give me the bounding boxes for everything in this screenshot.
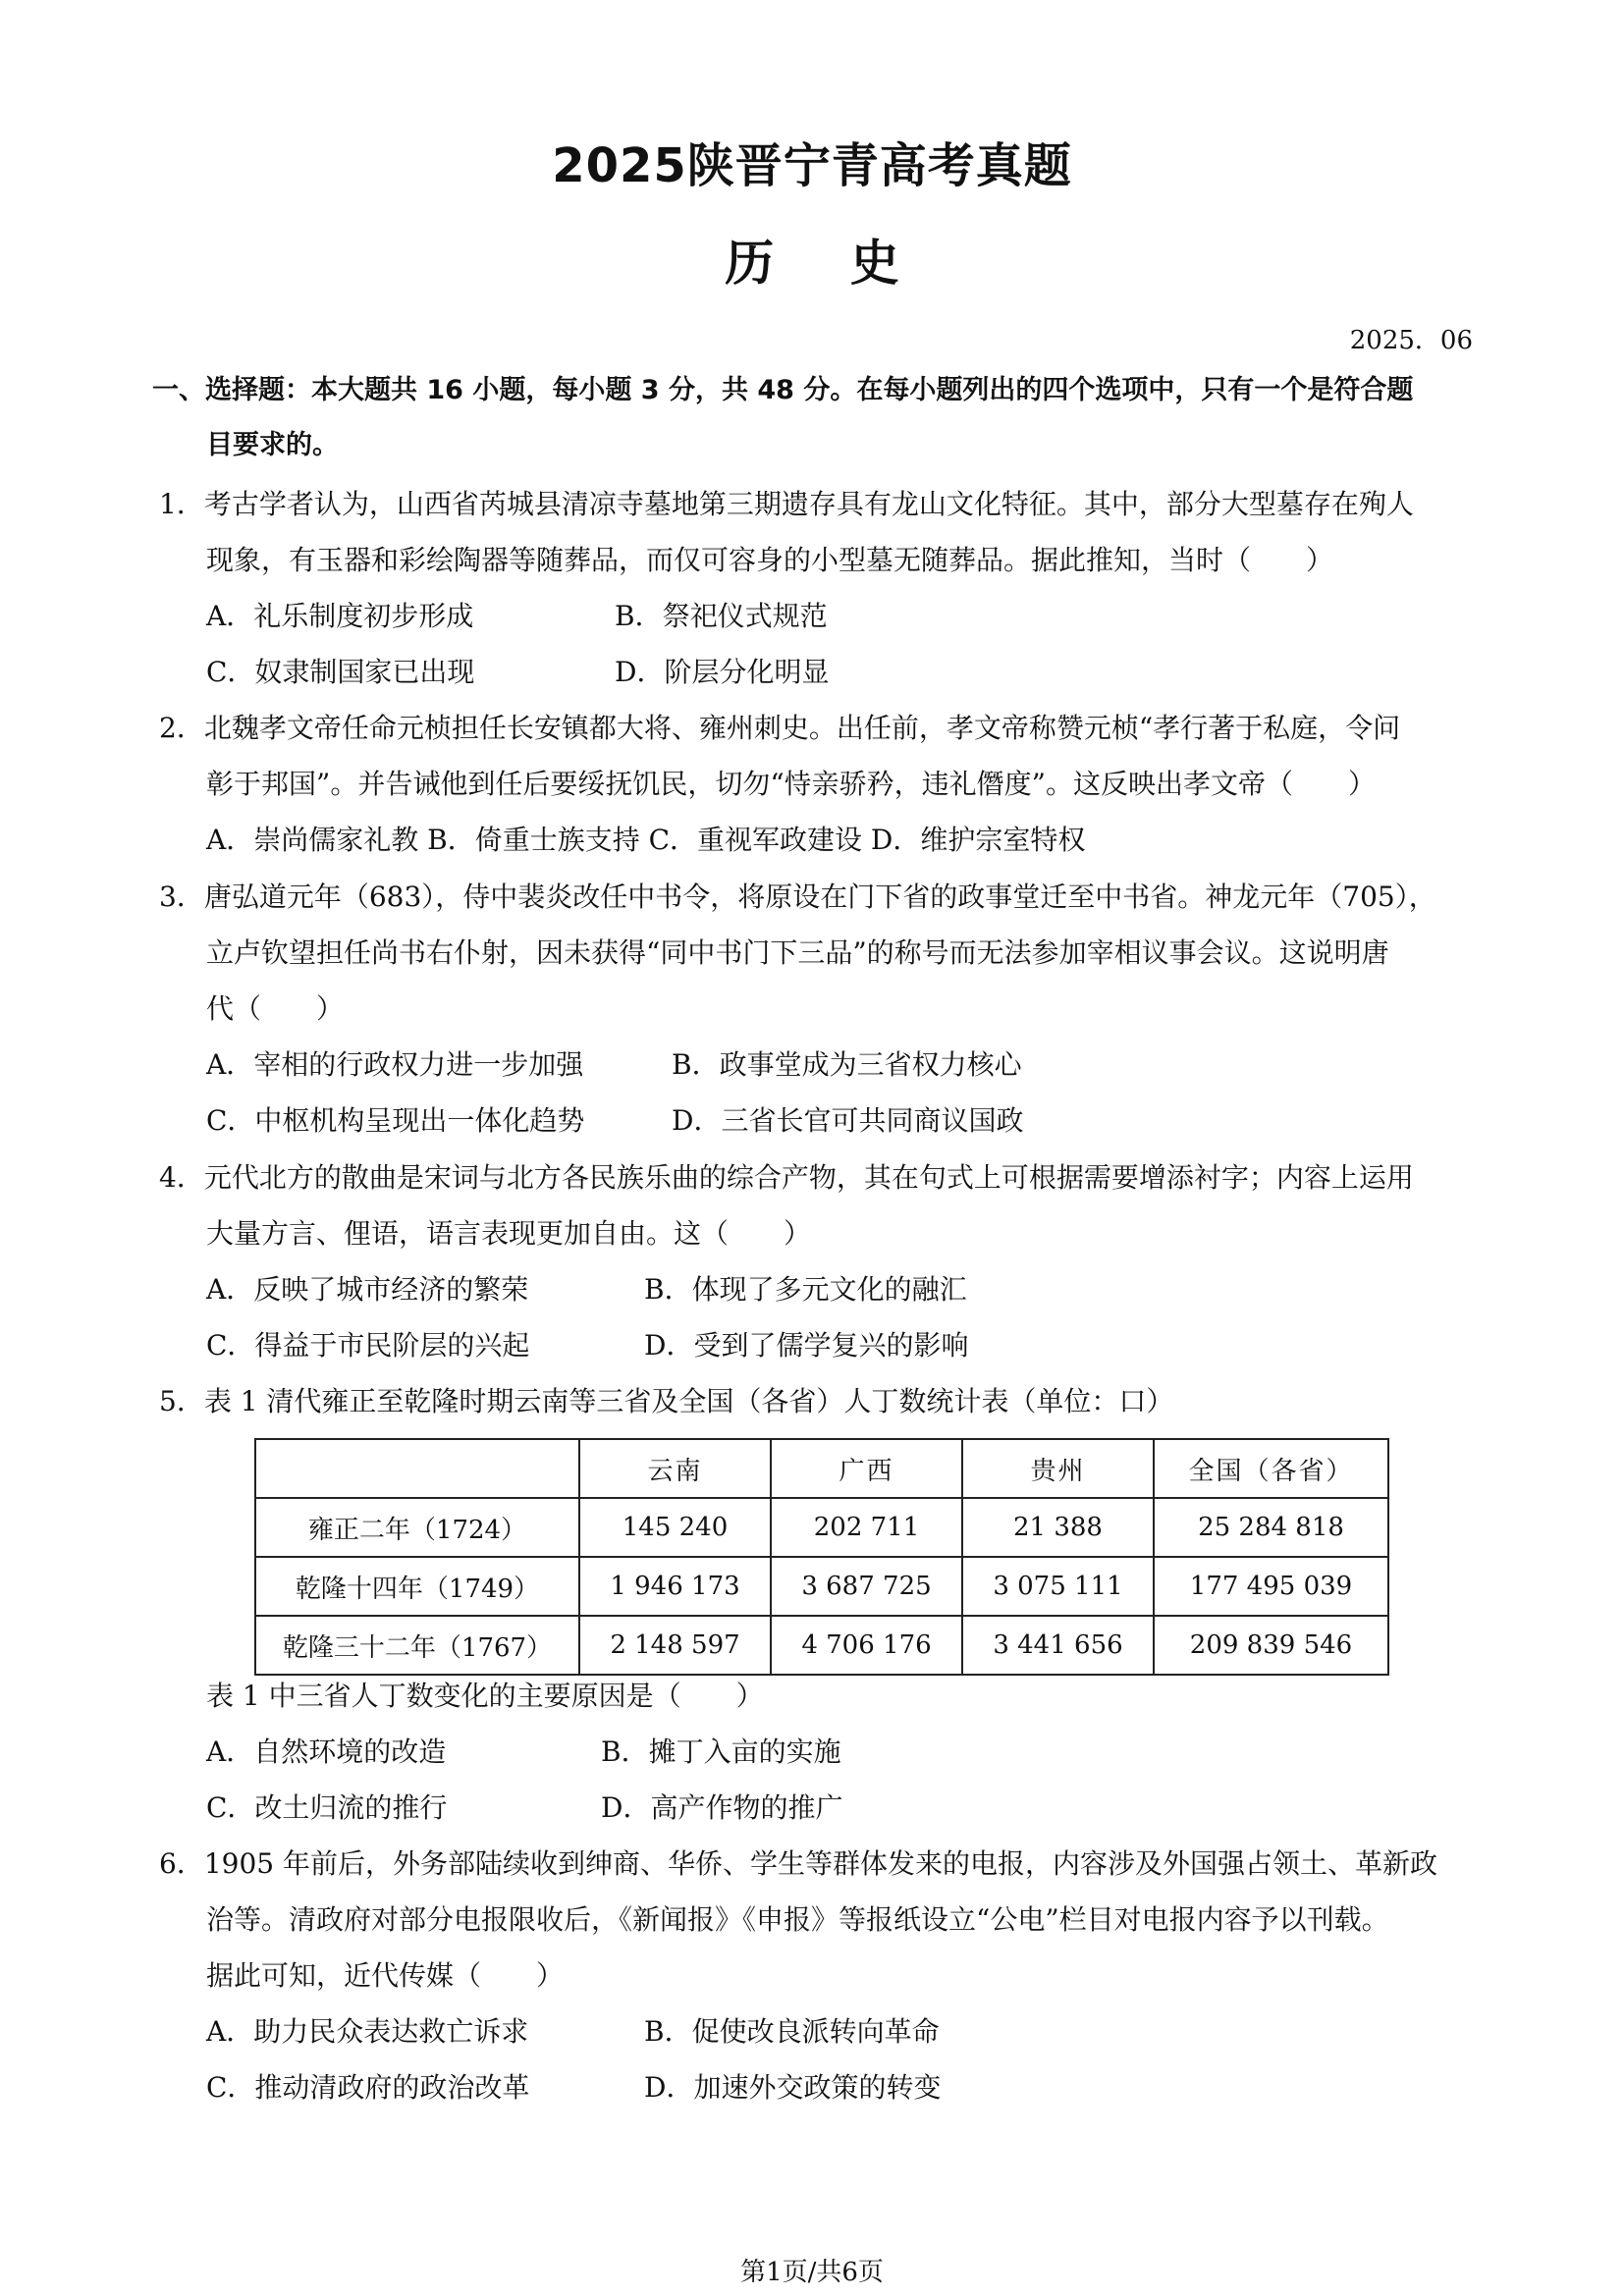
question-1-stem: 1．考古学者认为，山西省芮城县清凉寺墓地第三期遗存具有龙山文化特征。其中，部分大型墓存在殉人 bbox=[159, 488, 1414, 520]
table-header-cell: 云南 bbox=[579, 1439, 771, 1498]
question-3-stem: 3．唐弘道元年（683），侍中裴炎改任中书令，将原设在门下省的政事堂迁至中书省。神龙元年（705）， bbox=[159, 881, 1436, 913]
question-3-stem-cont2: 代（ ） bbox=[206, 992, 345, 1025]
question-5-stem: 5．表 1 清代雍正至乾隆时期云南等三省及全国（各省）人丁数统计表（单位：口） bbox=[159, 1385, 1174, 1417]
table-cell: 乾隆三十二年（1767） bbox=[255, 1616, 579, 1675]
section-heading-cont: 目要求的。 bbox=[206, 430, 339, 460]
question-3-option-d: D．三省长官可共同商议国政 bbox=[672, 1104, 1024, 1137]
table-header-cell: 全国（各省） bbox=[1154, 1439, 1388, 1498]
question-4-option-b: B．体现了多元文化的融汇 bbox=[644, 1273, 967, 1306]
question-6-option-c: C．推动清政府的政治改革 bbox=[206, 2071, 530, 2104]
question-1-option-b: B．祭祀仪式规范 bbox=[615, 600, 828, 632]
question-4-option-a: A．反映了城市经济的繁荣 bbox=[206, 1273, 529, 1306]
table-cell: 209 839 546 bbox=[1154, 1616, 1388, 1675]
table-cell: 2 148 597 bbox=[579, 1616, 771, 1675]
section-heading: 一、选择题：本大题共 16 小题，每小题 3 分，共 48 分。在每小题列出的四个选项中，只有一个是符合题 bbox=[152, 375, 1414, 405]
question-6-option-a: A．助力民众表达救亡诉求 bbox=[206, 2015, 529, 2048]
question-6-stem-cont2: 据此可知，近代传媒（ ） bbox=[206, 1959, 565, 1992]
subject-title: 历 史 bbox=[725, 235, 899, 292]
question-5-option-b: B．摊丁入亩的实施 bbox=[601, 1735, 841, 1768]
table-row bbox=[255, 1498, 1388, 1557]
question-4-option-d: D．受到了儒学复兴的影响 bbox=[644, 1329, 969, 1362]
table-cell: 177 495 039 bbox=[1154, 1557, 1388, 1616]
table-header-row bbox=[255, 1439, 1388, 1498]
question-5-question: 表 1 中三省人丁数变化的主要原因是（ ） bbox=[206, 1680, 764, 1712]
table-header-cell bbox=[255, 1439, 579, 1498]
table-cell: 3 075 111 bbox=[962, 1557, 1154, 1616]
question-1-option-d: D．阶层分化明显 bbox=[615, 656, 830, 688]
table-cell: 3 441 656 bbox=[962, 1616, 1154, 1675]
question-1-option-a: A．礼乐制度初步形成 bbox=[206, 600, 474, 632]
table-header-cell: 贵州 bbox=[962, 1439, 1154, 1498]
table-cell: 25 284 818 bbox=[1154, 1498, 1388, 1557]
question-3-option-a: A．宰相的行政权力进一步加强 bbox=[206, 1048, 584, 1081]
question-6-stem-cont: 治等。清政府对部分电报限收后，《新闻报》《申报》等报纸设立“公电”栏目对电报内容予以刊载。 bbox=[206, 1903, 1389, 1936]
table-cell: 145 240 bbox=[579, 1498, 771, 1557]
question-5-option-c: C．改土归流的推行 bbox=[206, 1791, 448, 1824]
question-6-stem: 6．1905 年前后，外务部陆续收到绅商、华侨、学生等群体发来的电报，内容涉及外国强占领土、革新政 bbox=[159, 1847, 1437, 1880]
population-table bbox=[254, 1438, 1389, 1676]
table-row bbox=[255, 1557, 1388, 1616]
exam-title: 2025陕晋宁青高考真题 bbox=[552, 138, 1072, 193]
table-cell: 乾隆十四年（1749） bbox=[255, 1557, 579, 1616]
table-row bbox=[255, 1616, 1388, 1675]
table-cell: 202 711 bbox=[771, 1498, 962, 1557]
question-2-stem: 2．北魏孝文帝任命元桢担任长安镇都大将、雍州刺史。出任前，孝文帝称赞元桢“孝行著于私庭，令问 bbox=[159, 712, 1401, 744]
question-5-option-a: A．自然环境的改造 bbox=[206, 1735, 447, 1768]
question-2-options: A．崇尚儒家礼教 B．倚重士族支持 C．重视军政建设 D．维护宗室特权 bbox=[206, 824, 1086, 856]
question-6-option-b: B．促使改良派转向革命 bbox=[644, 2015, 940, 2048]
question-6-option-d: D．加速外交政策的转变 bbox=[644, 2071, 942, 2104]
question-5-option-d: D．高产作物的推广 bbox=[601, 1791, 843, 1824]
question-4-stem: 4．元代北方的散曲是宋词与北方各民族乐曲的综合产物，其在句式上可根据需要增添衬字；内容上运用 bbox=[159, 1161, 1414, 1194]
question-3-option-b: B．政事堂成为三省权力核心 bbox=[672, 1048, 1022, 1081]
question-3-option-c: C．中枢机构呈现出一体化趋势 bbox=[206, 1104, 585, 1137]
exam-date: 2025．06 bbox=[1349, 326, 1473, 355]
question-1-stem-cont: 现象，有玉器和彩绘陶器等随葬品，而仅可容身的小型墓无随葬品。据此推知，当时（ ） bbox=[206, 544, 1334, 576]
table-cell: 3 687 725 bbox=[771, 1557, 962, 1616]
table-cell: 21 388 bbox=[962, 1498, 1154, 1557]
table-header-cell: 广西 bbox=[771, 1439, 962, 1498]
page-number: 第1页/共6页 bbox=[740, 2258, 884, 2287]
table-cell: 1 946 173 bbox=[579, 1557, 771, 1616]
table-cell: 4 706 176 bbox=[771, 1616, 962, 1675]
question-2-stem-cont: 彰于邦国”。并告诫他到任后要绥抚饥民，切勿“恃亲骄矜，违礼僭度”。这反映出孝文帝（ ） bbox=[206, 768, 1376, 800]
question-4-stem-cont: 大量方言、俚语，语言表现更加自由。这（ ） bbox=[206, 1217, 812, 1250]
question-4-option-c: C．得益于市民阶层的兴起 bbox=[206, 1329, 530, 1362]
question-1-option-c: C．奴隶制国家已出现 bbox=[206, 656, 475, 688]
question-3-stem-cont: 立卢钦望担任尚书右仆射，因未获得“同中书门下三品”的称号而无法参加宰相议事会议。这说明唐 bbox=[206, 936, 1389, 969]
table-cell: 雍正二年（1724） bbox=[255, 1498, 579, 1557]
